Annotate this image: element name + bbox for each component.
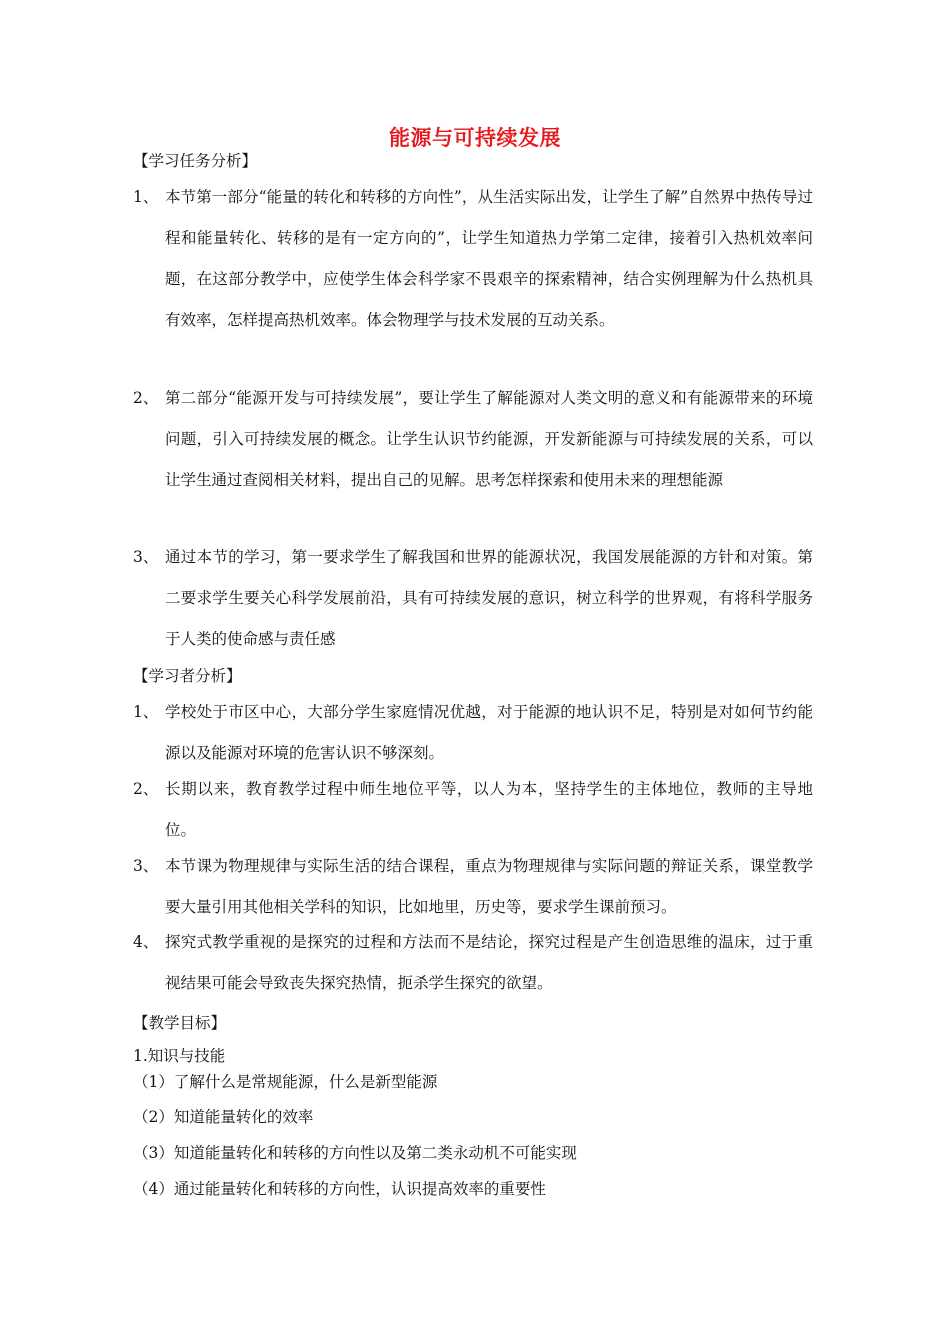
section-heading-learner-analysis: 【学习者分析】 <box>133 667 242 685</box>
goal-item: （2）知道能量转化的效率 <box>133 1108 314 1126</box>
item-text: 本节第一部分“能量的转化和转移的方向性”，从生活实际出发，让学生了解”自然界中热传导过程和能量转化、转移的是有一定方向的”，让学生知道热力学第二定律，接着引入热机效率问题，在这部分教学中，应使学生体会科学家不畏艰辛的探索精神，结合实例理解为什么热机具有效率，怎样提高热机效率。体会物理学与技术发展的互动关系。 <box>165 188 813 329</box>
list-item <box>133 692 833 774</box>
item-text: 学校处于市区中心，大部分学生家庭情况优越，对于能源的地认识不足，特别是对如何节约能源以及能源对环境的危害认识不够深刻。 <box>165 703 813 762</box>
item-number: 4、 <box>133 933 159 951</box>
item-number: 2、 <box>133 389 159 407</box>
list-item <box>133 846 833 928</box>
goal-item: （1）了解什么是常规能源，什么是新型能源 <box>133 1073 438 1091</box>
item-number: 1、 <box>133 703 159 721</box>
list-item <box>133 378 833 501</box>
item-text: 本节课为物理规律与实际生活的结合课程，重点为物理规律与实际问题的辩证关系，课堂教学要大量引用其他相关学科的知识，比如地里，历史等，要求学生课前预习。 <box>165 857 813 916</box>
goal-item: （4）通过能量转化和转移的方向性，认识提高效率的重要性 <box>133 1180 546 1198</box>
item-number: 3、 <box>133 548 159 566</box>
item-text: 长期以来，教育教学过程中师生地位平等，以人为本，坚持学生的主体地位，教师的主导地位。 <box>165 780 813 839</box>
section-heading-task-analysis: 【学习任务分析】 <box>133 152 258 170</box>
list-item <box>133 537 833 660</box>
list-item <box>133 769 833 851</box>
goal-subheading: 1.知识与技能 <box>133 1047 226 1065</box>
list-item <box>133 922 833 1004</box>
item-number: 3、 <box>133 857 159 875</box>
item-number: 1、 <box>133 188 159 206</box>
goal-item: （3）知道能量转化和转移的方向性以及第二类永动机不可能实现 <box>133 1144 577 1162</box>
list-item <box>133 177 833 341</box>
item-text: 通过本节的学习，第一要求学生了解我国和世界的能源状况，我国发展能源的方针和对策。第二要求学生要关心科学发展前沿，具有可持续发展的意识，树立科学的世界观，有将科学服务于人类的使命感与责任感 <box>165 548 813 648</box>
item-number: 2、 <box>133 780 159 798</box>
item-text: 探究式教学重视的是探究的过程和方法而不是结论，探究过程是产生创造思维的温床，过于重视结果可能会导致丧失探究热情，扼杀学生探究的欲望。 <box>165 933 813 992</box>
item-text: 第二部分“能源开发与可持续发展”，要让学生了解能源对人类文明的意义和有能源带来的环境问题，引入可持续发展的概念。让学生认识节约能源，开发新能源与可持续发展的关系，可以让学生通过查阅相关材料，提出自己的见解。思考怎样探索和使用未来的理想能源 <box>165 389 813 489</box>
document-title: 能源与可持续发展 <box>389 126 561 150</box>
section-heading-teaching-goals: 【教学目标】 <box>133 1014 227 1032</box>
